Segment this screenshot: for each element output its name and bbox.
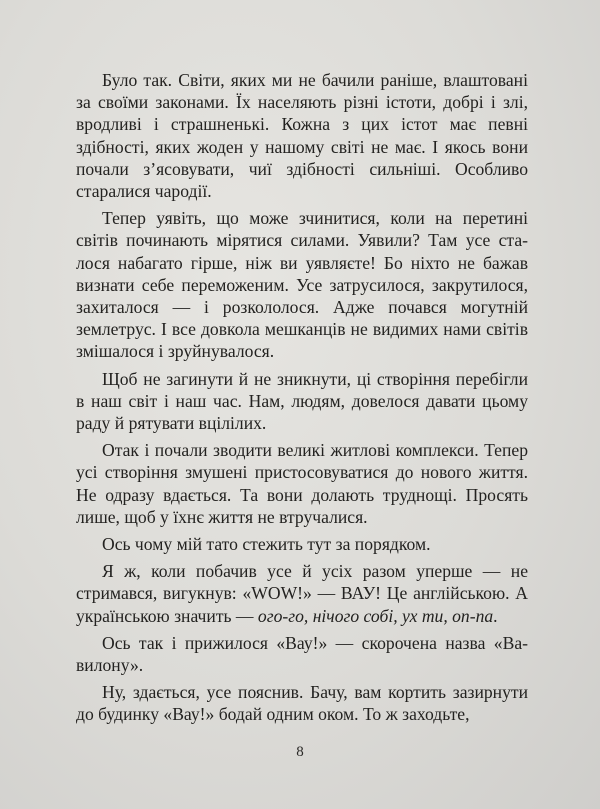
paragraph-5 [76,533,528,555]
paragraph-7 [76,632,528,676]
paragraph-2 [76,207,528,362]
paragraph-6-text: Я ж, коли побачив усе й усіх разом уперше — не стримався, вигукнув: «WOW!» — ВАУ! Це англійською. А українською значить — [76,561,528,626]
paragraph-6-tail: . [493,605,498,626]
paragraph-2-text: Тепер уявіть, що може зчинитися, коли на перетині світів починають мірятися силами. Уявили? Там усе сталося набагато гірше, ніж ви уявляєте! Бо ніхто не бажав визнати себе переможеним. Усе затрусилося, закрутилося, захиталося — і розкололося. Адже почався могутній землетрус. І все довкола мешканців не видимих нами світів змішалося і зруйнувалося. [76,208,528,362]
paragraph-4 [76,439,528,528]
page-number: 8 [296,744,304,760]
page-text-block [76,69,528,731]
paragraph-1-text: Було так. Світи, яких ми не бачили раніше, влаштовані за своїми законами. Їх населяють різні істоти, добрі і злі, вродливі і страшненькі. Кожна з цих істот має певні здібності, яких жоден у нашому світі не має. І якось вони почали з’ясовувати, чиї здібності сильніші. Особливо старалися чародії. [76,70,528,202]
paragraph-7-text: Ось так і прижилося «Вау!» — скорочена назва «Вавилону». [76,632,528,676]
paragraph-4-text: Отак і почали зводити великі житлові комплекси. Тепер усі створіння змушені пристосовуватися до нового життя. Не одразу вдається. Та вони долають труднощі. Просять лише, щоб у їхнє життя не втручалися. [76,440,528,527]
paragraph-8-text: Ну, здається, усе пояснив. Бачу, вам кортить зазирнути до будинку «Вау!» бодай одним оком. То ж заходьте, [76,682,528,725]
paragraph-3 [76,368,528,435]
paragraph-5-text: Ось чому мій тато стежить тут за порядком. [102,534,431,555]
paragraph-6-italic: ого-го, нічого собі, ух ти, оп-па [257,605,494,626]
paragraph-8 [76,681,528,725]
paragraph-3-text: Щоб не загинути й не зникнути, ці створіння перебігли в наш світ і наш час. Нам, людям, довелося давати цьому раду й рятувати вцілілих. [76,368,528,434]
paragraph-1 [76,69,528,202]
paragraph-6 [76,560,528,627]
